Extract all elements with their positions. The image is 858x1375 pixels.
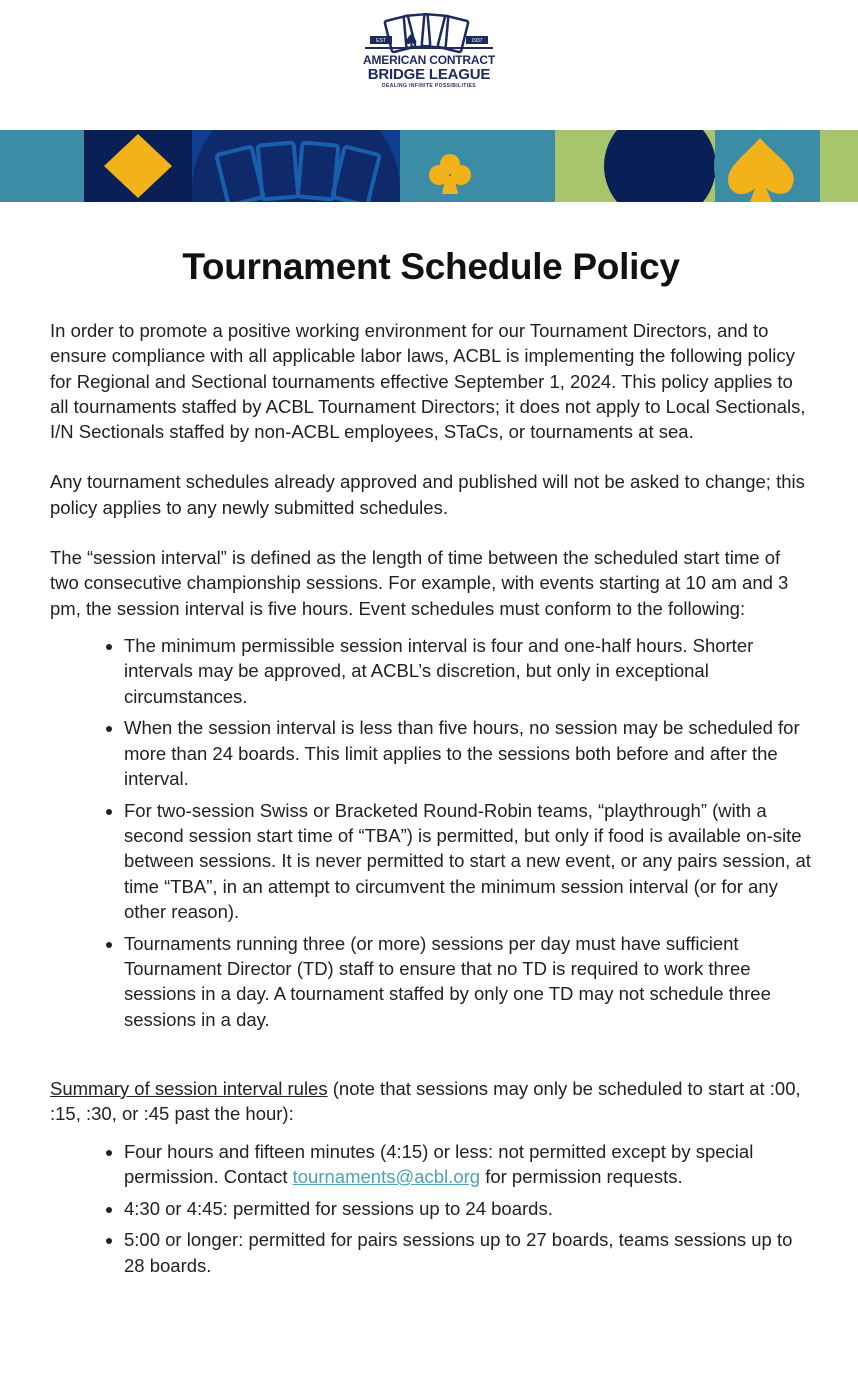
list-item [124,1139,812,1190]
policy-content [50,240,812,1285]
acbl-logo[interactable] [355,12,503,92]
list-item: • When the session interval is less than five hours, no session may be scheduled for more than 24 boards. This limit applies to the sessions both before and after the interval. [124,715,812,791]
list-item: • 4:30 or 4:45: permitted for sessions up to 24 boards. [124,1196,812,1221]
list-item: • Tournaments running three (or more) sessions per day must have sufficient Tournament Director (TD) staff to ensure that no TD is required to work three sessions in a day. A tournament staffed by only one TD may not schedule three sessions in a day. [124,931,812,1032]
summary-list [50,1139,812,1278]
summary-item-1-text: Four hours and fifteen minutes (4:15) or less: not permitted except by special permission. Contact [124,1140,754,1187]
email-link[interactable]: tournaments@acbl.org [292,1165,481,1187]
playing-cards-icon [355,12,503,54]
summary-paragraph [50,1076,812,1127]
summary-note: (note that sessions may only be scheduled to start at :00, :15, :30, or :45 past the hour): [50,1077,801,1125]
session-interval-paragraph: The “session interval” is defined as the length of time between the scheduled start time of two consecutive championship sessions. For example, with events starting at 10 am and 3 pm, the session interval is five hours. Event schedules must conform to the following: [50,547,789,619]
existing-schedules-paragraph: Any tournament schedules already approved and published will not be asked to change; this policy applies to any newly submitted schedules. [50,471,805,518]
logo-text-line2: BRIDGE LEAGUE [367,66,491,83]
svg-text:1937: 1937 [471,38,483,44]
summary-item-1-tail: for permission requests. [480,1165,683,1187]
logo-text-line1: AMERICAN CONTRACT [363,53,495,67]
header [0,0,858,130]
logo-tagline: DEALING INFINITE POSSIBILITIES [382,83,476,89]
intro-paragraph: In order to promote a positive working environment for our Tournament Directors, and to ensure compliance with all applicable labor laws, ACBL is implementing the following policy for Regional and Sectional tournaments effective September 1, 2024. This policy applies to all tournaments staffed by ACBL Tournament Directors; it does not apply to Local Sectionals, I/N Sectionals staffed by non-ACBL employees, STaCs, or tournaments at sea. [50,320,806,443]
rules-list [50,633,812,1032]
page-title: Tournament Schedule Policy [182,246,680,287]
decorative-banner [0,130,858,202]
summary-title: Summary of session interval rules [50,1077,328,1099]
list-item: • 5:00 or longer: permitted for pairs sessions up to 27 boards, teams sessions up to 28 boards. [124,1227,812,1278]
list-item: • The minimum permissible session interval is four and one-half hours. Shorter intervals may be approved, at ACBL’s discretion, but only in exceptional circumstances. [124,633,812,709]
list-item: • For two-session Swiss or Bracketed Round-Robin teams, “playthrough” (with a second session start time of “TBA”) is permitted, but only if food is available on-site between sessions. It is never permitted to start a new event, or any pairs session, at time “TBA”, in an attempt to circumvent the minimum session interval (or for any other reason). [124,798,812,924]
svg-text:EST: EST [376,38,386,44]
